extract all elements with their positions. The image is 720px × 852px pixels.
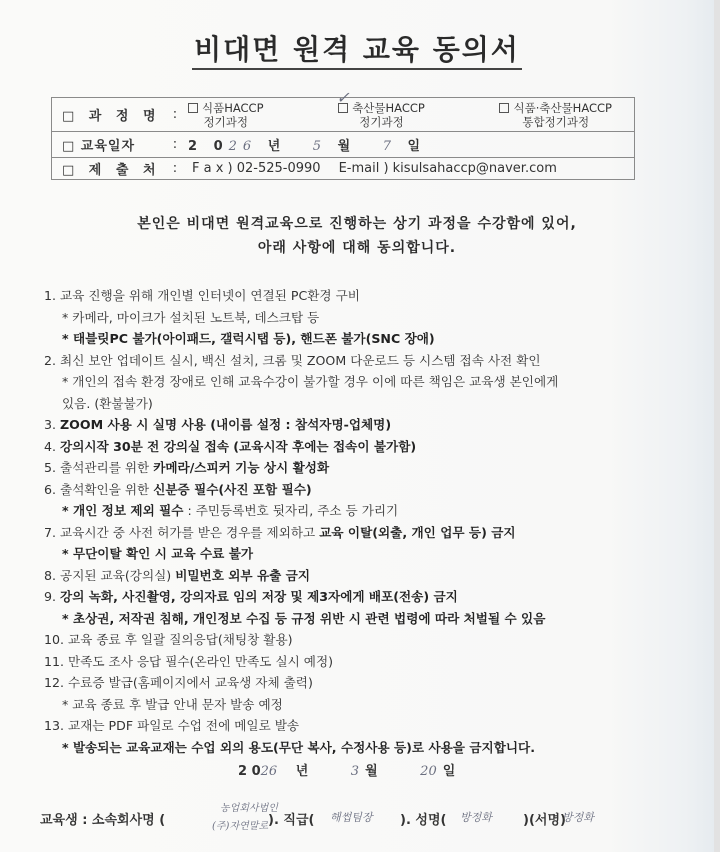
list-item-13: 13. 교재는 PDF 파일로 수업 전에 메일로 발송 (44, 718, 300, 733)
list-subitem: * 교육 종료 후 발급 안내 문자 발송 예정 (62, 696, 283, 712)
course-row: □ 과 정 명 : 식품HACCP 정기과정 ✓ 축산물HACCP 정기과정 식품·축산물HACCP 통합정기과정 (52, 98, 635, 132)
company-label: 교육생 : 소속회사명 ( (40, 813, 166, 828)
list-item-12: 12. 수료증 발급(홈페이지에서 교육생 자체 출력) (44, 675, 313, 690)
email-address[interactable]: E-mail ) kisulsahaccp@naver.com (338, 161, 557, 176)
list-subitem: * 무단이탈 확인 시 교육 수료 불가 (62, 546, 254, 561)
handwritten-company-line1: 농업회사법인 (220, 803, 278, 814)
list-subitem: * 카메라, 마이크가 설치된 노트북, 데스크탑 등 (62, 309, 320, 325)
list-item-8: 8. 공지된 교육(강의실) 비밀번호 외부 유출 금지 (44, 567, 311, 583)
list-item-7: 7. 교육시간 중 사전 허가를 받은 경우를 제외하고 교육 이탈(외출, 개인 업무 등) 금지 (44, 524, 516, 540)
list-item-4: 4. 강의시작 30분 전 강의실 접속 (교육시작 후에는 접속이 불가함) (44, 438, 417, 454)
handwritten-day: 7 (382, 139, 397, 154)
handwritten-signature: 방정화 (562, 811, 594, 824)
handwritten-company-line2: (주)자연말로 (212, 821, 269, 832)
fax-number: F a x ) 02-525-0990 (192, 161, 321, 176)
list-item-10: 10. 교육 종료 후 일괄 질의응답(채팅창 활용) (44, 632, 293, 647)
check-mark-icon: ✓ (336, 87, 350, 107)
signature-date: 2 026 년 3 월 20 일 (238, 764, 456, 779)
list-item-9: 9. 강의 녹화, 사진촬영, 강의자료 임의 저장 및 제3자에게 배포(전송) 금지 (44, 589, 458, 604)
list-item-1: 1. 교육 진행을 위해 개인별 인터넷이 연결된 PC환경 구비 (44, 288, 360, 303)
student-signature-line (40, 803, 700, 843)
handwritten-year: 26 (228, 139, 258, 154)
handwritten-year: 26 (260, 764, 278, 779)
submit-row: □ 제 출 처 : F a x ) 02-525-0990 E-mail ) kisulsahaccp@naver.com (52, 158, 635, 180)
handwritten-month: 3 (350, 764, 360, 779)
list-subitem: * 초상권, 저작권 침해, 개인정보 수집 등 규정 위반 시 관련 법령에 따라 처벌될 수 있음 (62, 610, 546, 626)
course-options (188, 87, 634, 129)
list-item-3: 3. ZOOM 사용 시 실명 사용 (내이름 설정 : 참석자명-업체명) (44, 417, 392, 432)
submit-label: □ 제 출 처 (52, 158, 163, 180)
list-subitem: * 태블릿PC 불가(아이패드, 갤럭시탭 등), 핸드폰 불가(SNC 장애) (62, 331, 435, 346)
course-option-livestock[interactable]: ✓ 축산물HACCP 정기과정 (336, 87, 425, 129)
name-label: ). 성명( (400, 813, 447, 828)
list-item-11: 11. 만족도 조사 응답 필수(온라인 만족도 실시 예정) (44, 653, 334, 669)
list-subitem: * 발송되는 교육교재는 수업 외의 용도(무단 복사, 수정사용 등)로 사용을 금지합니다. (62, 739, 535, 755)
list-subitem: * 개인 정보 제외 필수 : 주민등록번호 뒷자리, 주소 등 가리기 (62, 503, 399, 518)
list-continuation: 있음. (환불불가) (62, 395, 153, 411)
consent-intro: 본인은 비대면 원격교육으로 진행하는 상기 과정을 수강함에 있어, 아래 사항에 대해 동의합니다. (137, 216, 577, 256)
date-row: □ 교육일자 : 2 026 년 5 월 7 일 (52, 132, 635, 158)
list-item-6: 6. 출석확인을 위한 신분증 필수(사진 포함 필수) (44, 481, 312, 497)
position-label: ). 직급( (268, 813, 315, 828)
list-item-5: 5. 출석관리를 위한 카메라/스피커 기능 상시 활성화 (44, 460, 330, 475)
course-option-integrated[interactable]: 식품·축산물HACCP 통합정기과정 (499, 101, 612, 129)
checkbox-icon[interactable] (499, 103, 509, 113)
handwritten-name: 방정화 (460, 811, 492, 824)
date-label: □ 교육일자 (52, 132, 163, 158)
handwritten-day: 20 (420, 764, 437, 779)
course-option-food[interactable]: 식품HACCP 정기과정 (188, 101, 264, 129)
document-title: 비대면 원격 교육 동의서 (0, 28, 714, 68)
course-label: □ 과 정 명 (52, 98, 163, 132)
list-subitem: * 개인의 접속 환경 장애로 인해 교육수강이 불가할 경우 이에 따른 책임은 교육생 본인에게 (62, 374, 559, 389)
education-date: 2 026 년 5 월 7 일 (188, 132, 635, 158)
handwritten-month: 5 (312, 139, 328, 154)
checkbox-icon[interactable] (188, 103, 198, 113)
page-edge (714, 0, 720, 852)
info-table (51, 87, 635, 180)
list-item-2: 2. 최신 보안 업데이트 실시, 백신 설치, 크롬 및 ZOOM 다운로드 등 시스템 접속 사전 확인 (44, 352, 541, 368)
consent-items (44, 285, 674, 758)
sign-label: )(서명) (523, 813, 566, 828)
handwritten-position: 해썹팀장 (330, 811, 373, 824)
